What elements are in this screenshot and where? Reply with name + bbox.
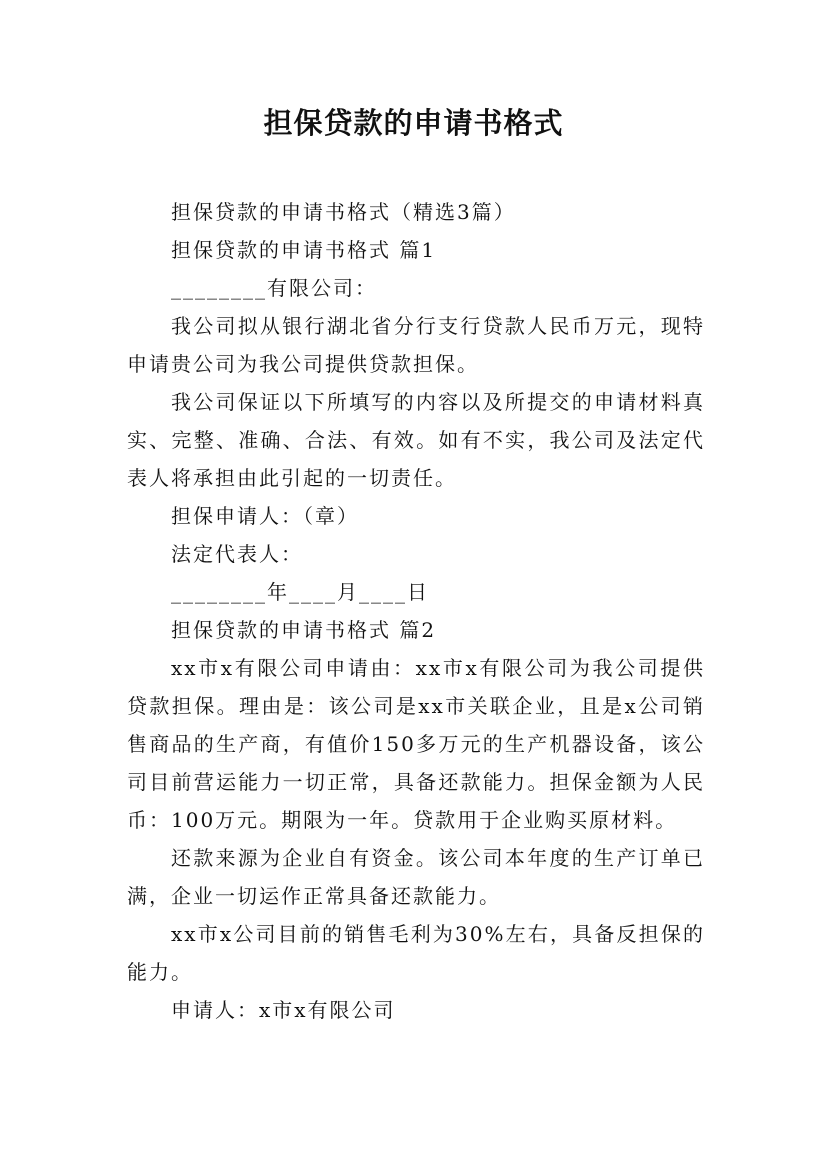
document-body — [127, 193, 705, 1029]
paragraph-request: 我公司拟从银行湖北省分行支行贷款人民币万元，现特申请贵公司为我公司提供贷款担保。 — [127, 314, 705, 376]
paragraph-legal-representative: 法定代表人： — [171, 542, 303, 566]
paragraph-guarantee: 我公司保证以下所填写的内容以及所提交的申请材料真实、完整、准确、合法、有效。如有不实，我公司及法定代表人将承担由此引起的一切责任。 — [127, 390, 705, 490]
paragraph-section-1-heading: 担保贷款的申请书格式 篇1 — [171, 238, 437, 262]
paragraph-addressee: ________有限公司： — [171, 276, 377, 300]
paragraph-repayment-source: 还款来源为企业自有资金。该公司本年度的生产订单已满，企业一切运作正常具备还款能力。 — [127, 846, 705, 908]
paragraph-selection-heading: 担保贷款的申请书格式（精选3篇） — [171, 200, 516, 224]
paragraph-reason: xx市x有限公司申请由：xx市x有限公司为我公司提供贷款担保。理由是：该公司是xx市关联企业，且是x公司销售商品的生产商，有值价150多万元的生产机器设备，该公司目前营运能力一切正常，具备还款能力。担保金额为人民币：100万元。期限为一年。贷款用于企业购买原材料。 — [127, 656, 705, 832]
paragraph-section-2-heading: 担保贷款的申请书格式 篇2 — [171, 618, 437, 642]
paragraph-applicant-seal: 担保申请人：（章） — [171, 504, 359, 528]
paragraph-applicant: 申请人：x市x有限公司 — [171, 998, 396, 1022]
paragraph-gross-margin: xx市x公司目前的销售毛利为30%左右，具备反担保的能力。 — [127, 922, 705, 984]
document-title: 担保贷款的申请书格式 — [263, 106, 564, 140]
paragraph-date-line: ________年____月____日 — [171, 580, 429, 604]
